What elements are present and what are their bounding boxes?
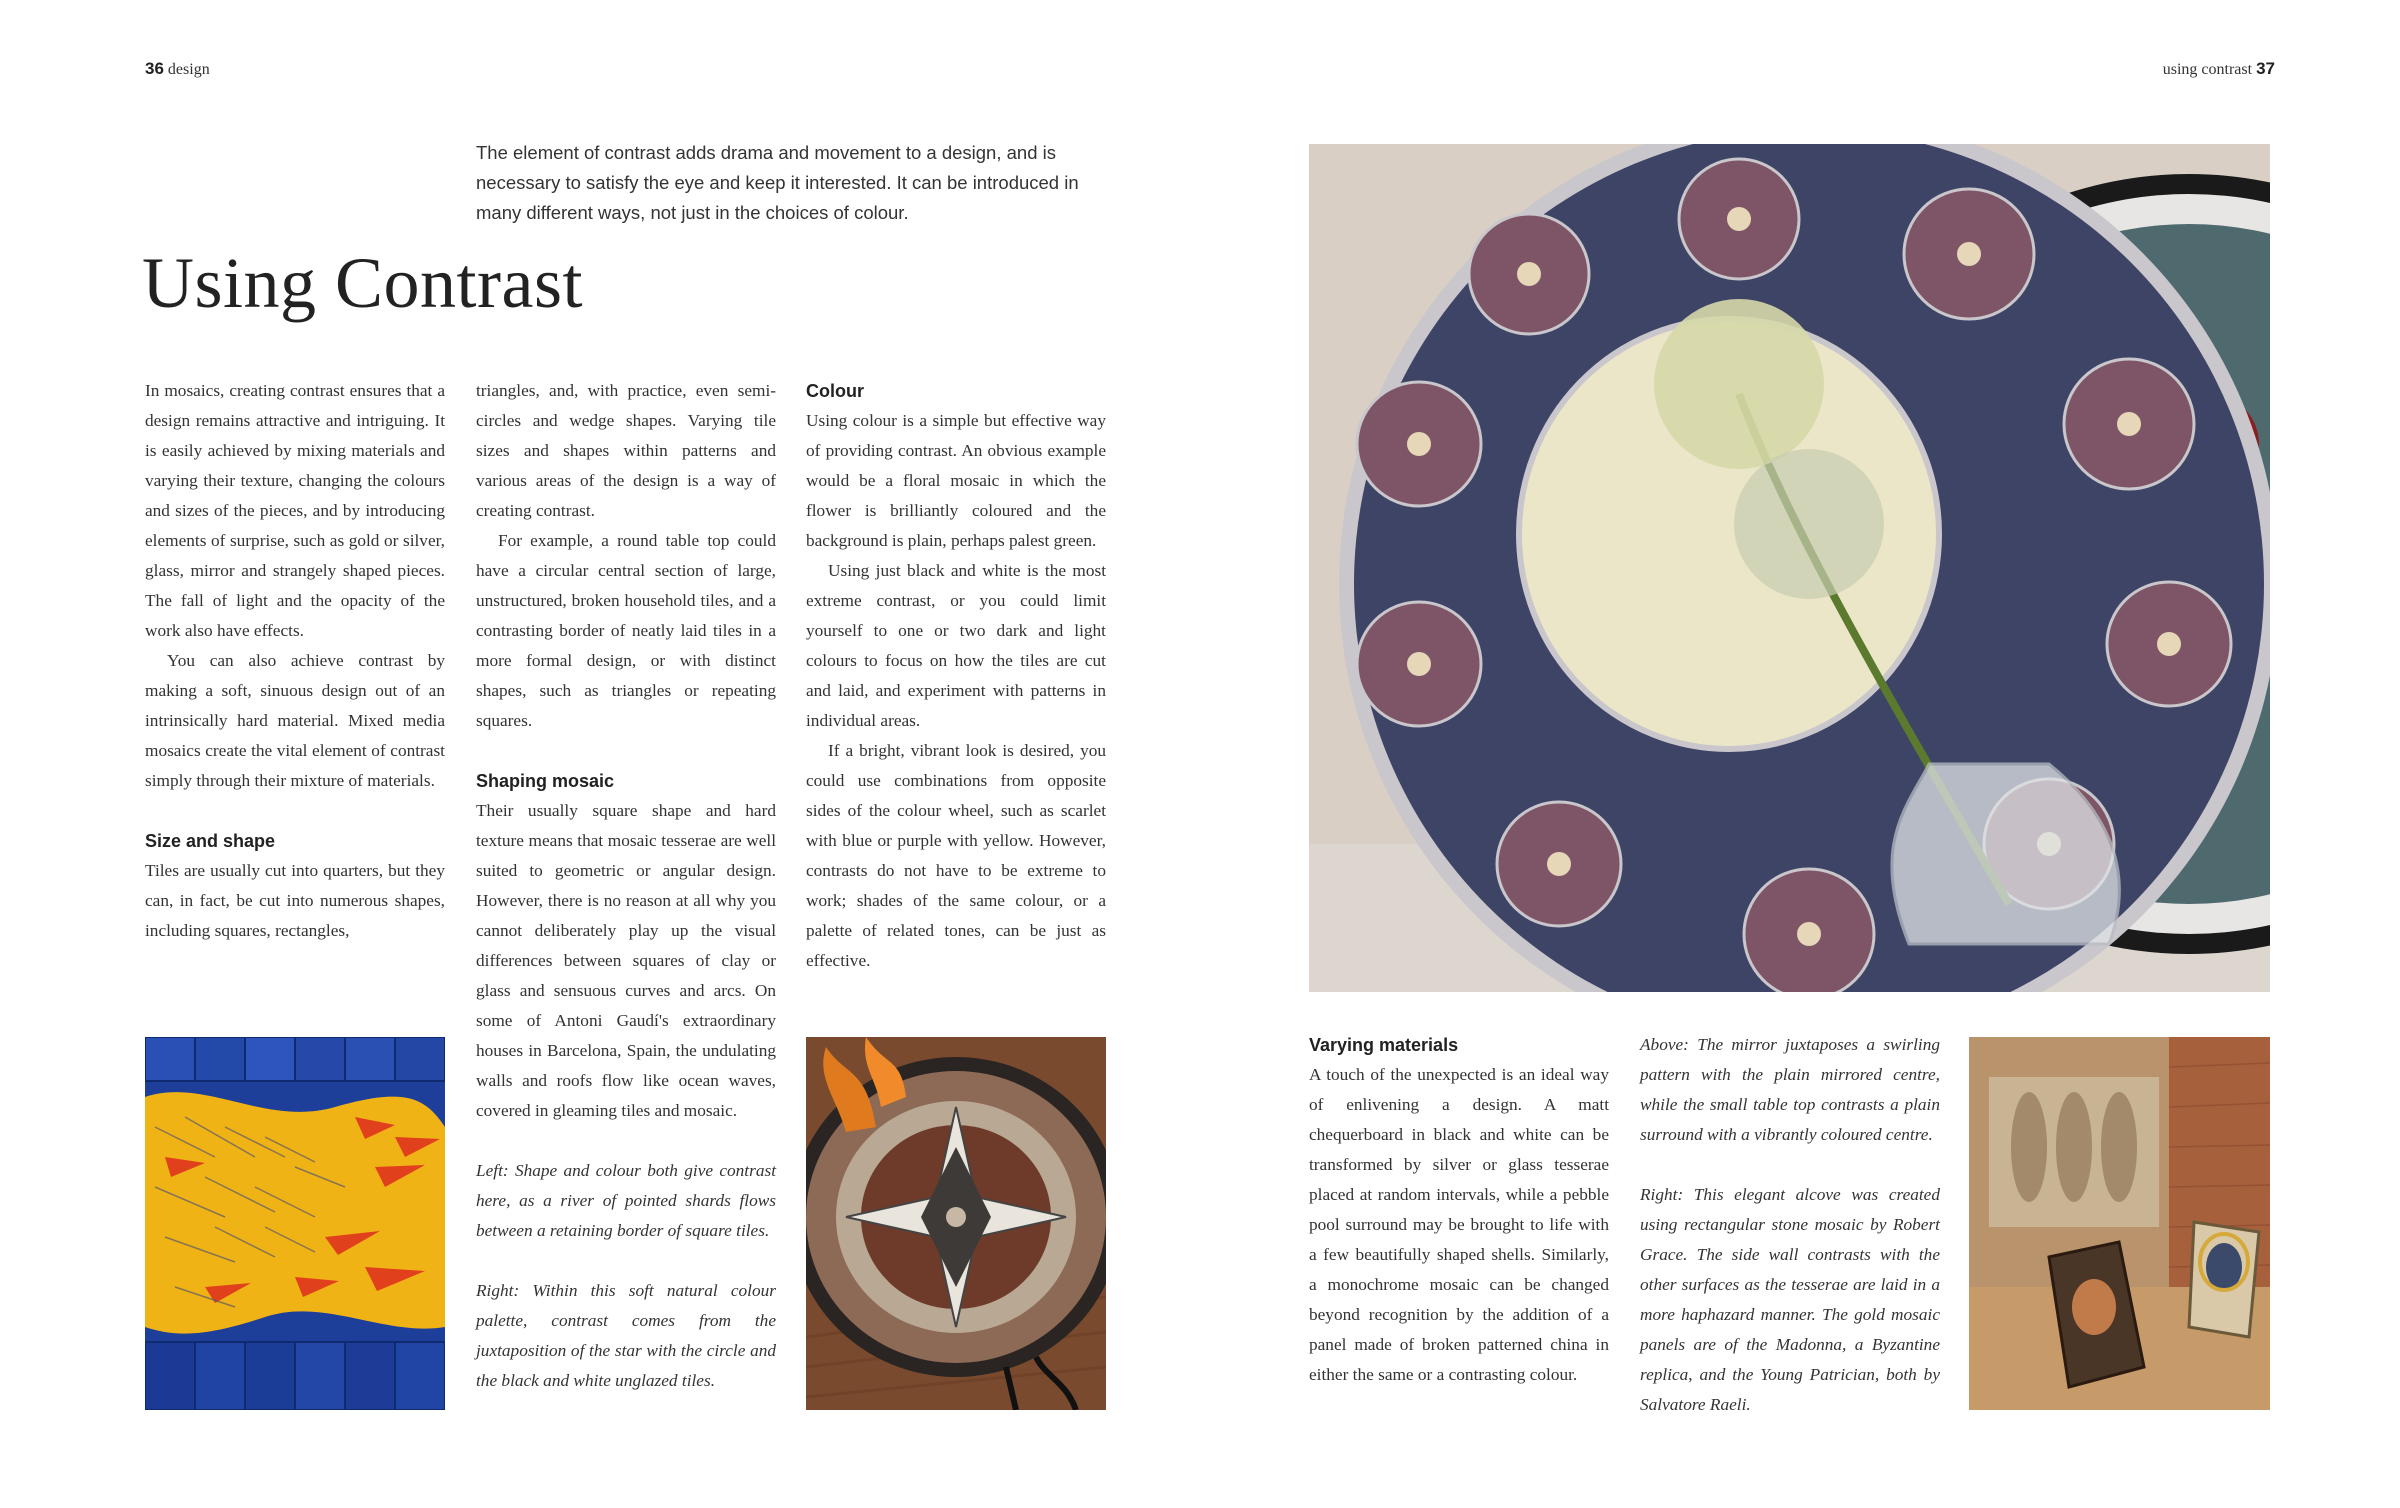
section-name-right: using contrast bbox=[2162, 61, 2253, 78]
photo-mosaic-mirror bbox=[1309, 144, 2270, 992]
body-paragraph: For example, a round table top could have a circular central section of large, unstructured, broken household tiles, and a contrasting border of neatly laid tiles in a more formal design, or with distinct shapes, such as triangles or repeating squares. bbox=[476, 531, 776, 730]
body-paragraph: A touch of the unexpected is an ideal way of enlivening a design. A matt chequerboard in black and white can be transformed by silver or glass tesserae placed at random intervals, while a pebble pool surround may be brought to life with a few beautifully shaped shells. Similarly, a monochrome mosaic can be changed beyond recognition by the addition of a panel made of broken patterned china in either the same or a contrasting colour. bbox=[1309, 1065, 1609, 1384]
caption-right: Right: Within this soft natural colour palette, contrast comes from the juxtaposition of the star with the circle and the black and white unglazed tiles. bbox=[476, 1281, 776, 1390]
section-name-left: design bbox=[167, 61, 210, 78]
intro-paragraph: The element of contrast adds drama and movement to a design, and is necessary to satisfy the eye and keep it interested. It can be introduced in many different ways, not just in the choices of colour. bbox=[476, 142, 1079, 223]
text-column-4 bbox=[1309, 1030, 1609, 1390]
body-paragraph: In mosaics, creating contrast ensures that a design remains attractive and intriguing. It is easily achieved by mixing materials and varying their texture, changing the colours and sizes of the pieces, and by introducing elements of surprise, such as gold or silver, glass, mirror and strangely shaped pieces. The fall of light and the opacity of the work also have effects. bbox=[145, 381, 445, 640]
caption-above: Above: The mirror juxtaposes a swirling pattern with the plain mirrored centre, while the small table top contrasts a plain surround with a vibrantly coloured centre. bbox=[1640, 1035, 1940, 1144]
text-column-3 bbox=[806, 376, 1106, 976]
subheading-varying-materials: Varying materials bbox=[1309, 1035, 1459, 1055]
subheading-size-and-shape: Size and shape bbox=[145, 831, 276, 851]
body-paragraph: If a bright, vibrant look is desired, you could use combinations from opposite sides of the colour wheel, such as scarlet with blue or purple with yellow. However, contrasts do not have to be extreme to work; shades of the same colour, or a palette of related tones, can be just as effective. bbox=[806, 741, 1106, 970]
folio-right bbox=[2163, 59, 2275, 79]
text-column-5 bbox=[1640, 1030, 1940, 1420]
page-number-right: 37 bbox=[2256, 59, 2275, 78]
page-title: Using Contrast bbox=[142, 243, 584, 323]
body-paragraph: Their usually square shape and hard texture means that mosaic tesserae are well suited to geometric or angular design. However, there is no reason at all why you cannot deliberately play up the visual differences between squares of clay or glass and sensuous curves and arcs. On some of Antoni Gaudí's extraordinary houses in Barcelona, Spain, the undulating walls and roofs flow like ocean waves, covered in gleaming tiles and mosaic. bbox=[476, 801, 776, 1120]
subheading-colour: Colour bbox=[806, 381, 864, 401]
photo-stone-alcove bbox=[1969, 1037, 2270, 1410]
subheading-shaping-mosaic: Shaping mosaic bbox=[476, 771, 615, 791]
body-paragraph: Tiles are usually cut into quarters, but they can, in fact, be cut into numerous shapes, including squares, rectangles, bbox=[145, 861, 445, 940]
body-paragraph: You can also achieve contrast by making a soft, sinuous design out of an intrinsically hard material. Mixed media mosaics create the vital element of contrast simply through their mixture of materials. bbox=[145, 651, 445, 790]
caption-right-alcove: Right: This elegant alcove was created using rectangular stone mosaic by Robert Grace. The side wall contrasts with the other surfaces as the tesserae are laid in a more haphazard manner. The gold mosaic panels are of the Madonna, a Byzantine replica, and the Young Patrician, both by Salvatore Raeli. bbox=[1640, 1185, 1940, 1414]
body-paragraph: triangles, and, with practice, even semi-circles and wedge shapes. Varying tile sizes and shapes within patterns and various areas of the design is a way of creating contrast. bbox=[476, 381, 776, 520]
page-number-left: 36 bbox=[145, 59, 164, 78]
body-paragraph: Using colour is a simple but effective way of providing contrast. An obvious example would be a floral mosaic in which the flower is brilliantly coloured and the background is plain, perhaps palest green. bbox=[806, 411, 1106, 550]
folio-left bbox=[145, 59, 210, 79]
photo-star-table bbox=[806, 1037, 1106, 1410]
text-column-2 bbox=[476, 376, 776, 1396]
text-column-1 bbox=[145, 376, 445, 946]
body-paragraph: Using just black and white is the most extreme contrast, or you could limit yourself to one or two dark and light colours to focus on how the tiles are cut and laid, and experiment with patterns in individual areas. bbox=[806, 561, 1106, 730]
caption-left: Left: Shape and colour both give contrast here, as a river of pointed shards flows between a retaining border of square tiles. bbox=[476, 1161, 776, 1240]
photo-mosaic-river bbox=[145, 1037, 445, 1410]
